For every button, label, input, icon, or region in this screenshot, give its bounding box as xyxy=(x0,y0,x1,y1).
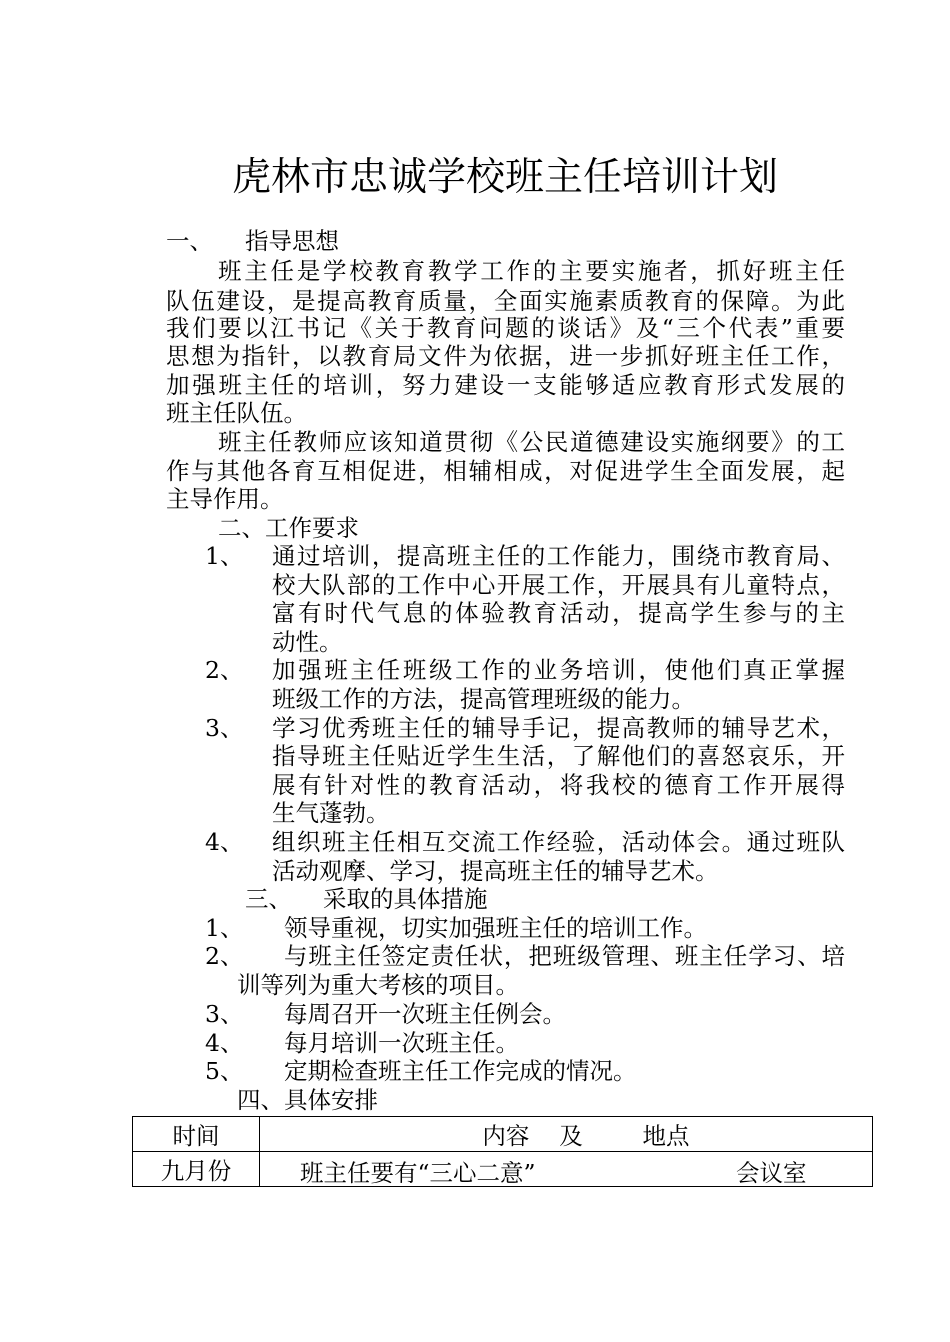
paragraph-line: 班主任教师应该知道贯彻《公民道德建设实施纲要》的工 xyxy=(218,428,845,456)
row-content-text: 班主任要有“三心二意” xyxy=(300,1159,536,1187)
list-number: 4、 xyxy=(205,1029,244,1057)
table-header-row xyxy=(133,1117,873,1152)
list-number: 2、 xyxy=(205,942,244,970)
list-item-line: 每周召开一次班主任例会。 xyxy=(284,1000,566,1028)
paragraph-line: 思想为指针，以教育局文件为依据，进一步抓好班主任工作， xyxy=(166,342,845,370)
list-item-line: 指导班主任贴近学生生活，了解他们的喜怒哀乐，开 xyxy=(272,742,845,770)
schedule-table xyxy=(132,1116,873,1187)
list-number: 2、 xyxy=(205,656,244,684)
list-item-line: 与班主任签定责任状，把班级管理、班主任学习、培 xyxy=(284,942,845,970)
list-item-line: 班级工作的方法，提高管理班级的能力。 xyxy=(272,685,695,713)
cell-time: 九月份 xyxy=(133,1152,260,1187)
paragraph-line: 队伍建设，是提高教育质量，全面实施素质教育的保障。为此 xyxy=(166,287,845,315)
paragraph-line: 主导作用。 xyxy=(166,485,284,513)
list-item-line: 领导重视，切实加强班主任的培训工作。 xyxy=(284,914,707,942)
list-item-line: 加强班主任班级工作的业务培训，使他们真正掌握 xyxy=(272,656,845,684)
section1-heading: 指导思想 xyxy=(245,227,339,255)
list-item-line: 富有时代气息的体验教育活动，提高学生参与的主 xyxy=(272,599,845,627)
paragraph-line: 我们要以江书记《关于教育问题的谈话》及“三个代表”重要 xyxy=(166,314,845,342)
section1-number: 一、 xyxy=(166,227,213,255)
header-content-location: 内容 及 地点 xyxy=(260,1117,873,1152)
paragraph-line: 加强班主任的培训，努力建设一支能够适应教育形式发展的 xyxy=(166,371,845,399)
list-item-line: 每月培训一次班主任。 xyxy=(284,1029,519,1057)
section4-heading: 四、具体安排 xyxy=(237,1086,378,1114)
list-item-line: 展有针对性的教育活动，将我校的德育工作开展得 xyxy=(272,771,845,799)
list-item-line: 定期检查班主任工作完成的情况。 xyxy=(284,1057,637,1085)
section3-heading: 采取的具体措施 xyxy=(323,885,488,913)
list-item-line: 活动观摩、学习，提高班主任的辅导艺术。 xyxy=(272,857,719,885)
document-title: 虎林市忠诚学校班主任培训计划 xyxy=(231,155,778,200)
paragraph-line: 班主任是学校教育教学工作的主要实施者，抓好班主任 xyxy=(218,257,845,285)
list-number: 1、 xyxy=(205,542,244,570)
paragraph-line: 作与其他各育互相促进，相辅相成，对促进学生全面发展，起 xyxy=(166,457,845,485)
section3-number: 三、 xyxy=(245,885,292,913)
list-number: 5、 xyxy=(205,1057,244,1085)
list-item-line: 校大队部的工作中心开展工作，开展具有儿童特点， xyxy=(272,571,845,599)
list-item-line: 训等列为重大考核的项目。 xyxy=(237,971,519,999)
list-item-line: 通过培训，提高班主任的工作能力，围绕市教育局、 xyxy=(272,542,845,570)
table-row xyxy=(133,1152,873,1187)
paragraph-line: 班主任队伍。 xyxy=(166,399,307,427)
list-item-line: 组织班主任相互交流工作经验，活动体会。通过班队 xyxy=(272,828,845,856)
row-location-text: 会议室 xyxy=(736,1159,807,1187)
list-number: 4、 xyxy=(205,828,244,856)
list-number: 3、 xyxy=(205,714,244,742)
list-number: 3、 xyxy=(205,1000,244,1028)
list-item-line: 学习优秀班主任的辅导手记，提高教师的辅导艺术， xyxy=(272,714,845,742)
section2-heading: 二、工作要求 xyxy=(218,514,359,542)
cell-content xyxy=(260,1152,873,1187)
list-item-line: 生气蓬勃。 xyxy=(272,799,390,827)
header-time: 时间 xyxy=(133,1117,260,1152)
list-number: 1、 xyxy=(205,914,244,942)
list-item-line: 动性。 xyxy=(272,628,343,656)
